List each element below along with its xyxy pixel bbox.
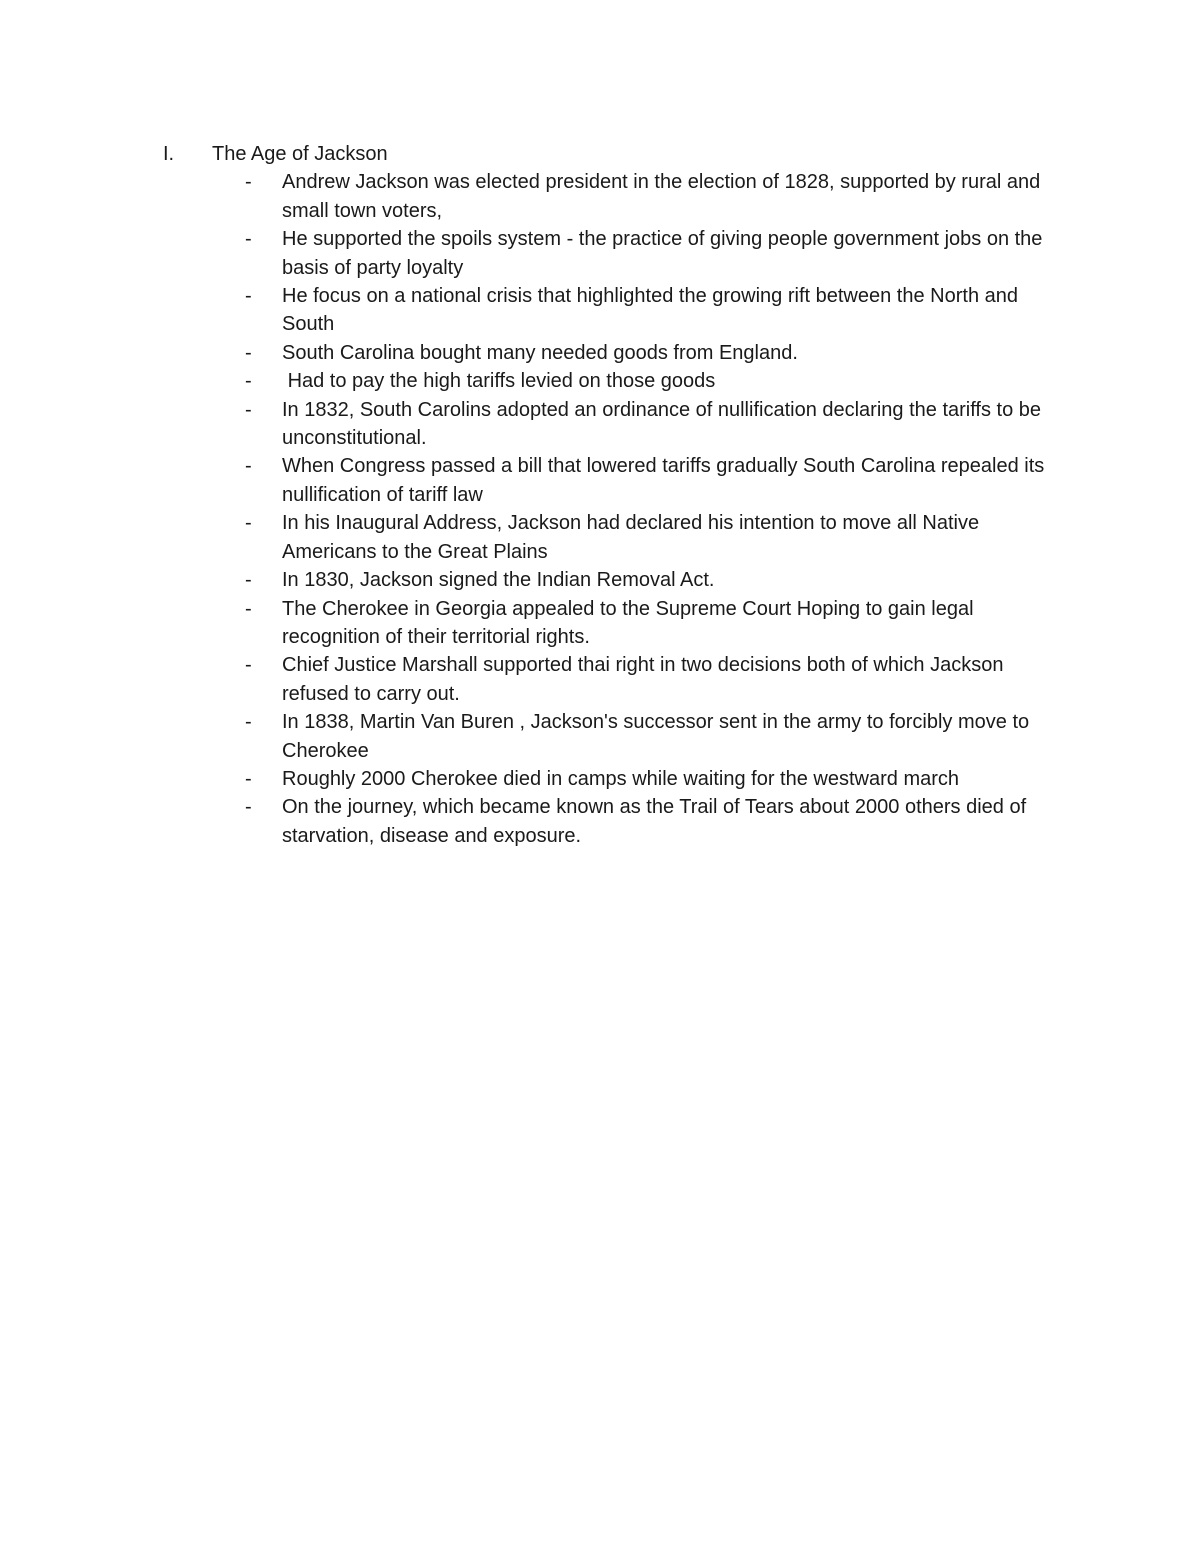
- section-numeral: I.: [163, 143, 175, 165]
- bullet-text: In his Inaugural Address, Jackson had declared his intention to move all Native Americans to the Great Plains: [282, 512, 984, 563]
- bullet-text: When Congress passed a bill that lowered tariffs gradually South Carolina repealed its nullification of tariff law: [282, 455, 1050, 506]
- bullet-item: [245, 396, 1083, 453]
- bullet-text: Andrew Jackson was elected president in the election of 1828, supported by rural and small town voters,: [282, 171, 1046, 222]
- dash-marker: -: [245, 171, 252, 194]
- bullet-item: [245, 708, 1083, 765]
- dash-marker: -: [245, 285, 252, 308]
- bullet-item: [245, 339, 1083, 367]
- bullet-item: [245, 566, 1083, 594]
- dash-marker: -: [245, 455, 252, 478]
- bullet-item: [245, 595, 1083, 652]
- bullet-item: [245, 793, 1083, 850]
- bullet-text: The Cherokee in Georgia appealed to the Supreme Court Hoping to gain legal recognition of their territorial rights.: [282, 597, 980, 648]
- bullet-text: Roughly 2000 Cherokee died in camps while waiting for the westward march: [282, 767, 960, 790]
- dash-marker: -: [245, 370, 252, 393]
- dash-marker: -: [245, 767, 252, 790]
- bullet-text: South Carolina bought many needed goods from England.: [282, 341, 798, 364]
- dash-marker: -: [245, 796, 252, 819]
- bullet-item: [245, 168, 1083, 225]
- bullet-text: In 1838, Martin Van Buren , Jackson's successor sent in the army to forcibly move to Cherokee: [282, 711, 1035, 762]
- dash-marker: -: [245, 711, 252, 734]
- bullet-item: [245, 452, 1083, 509]
- bullet-item: [245, 765, 1083, 793]
- dash-marker: -: [245, 597, 252, 620]
- dash-marker: -: [245, 654, 252, 677]
- bullet-item: [245, 282, 1083, 339]
- dash-marker: -: [245, 341, 252, 364]
- section-heading-row: [163, 140, 1083, 168]
- bullet-item: [245, 225, 1083, 282]
- bullet-text: He supported the spoils system - the practice of giving people government jobs on the basis of party loyalty: [282, 228, 1048, 279]
- bullet-text: Had to pay the high tariffs levied on those goods: [282, 370, 716, 393]
- bullet-text: In 1830, Jackson signed the Indian Removal Act.: [282, 569, 715, 592]
- bullet-item: [245, 509, 1083, 566]
- bullet-text: In 1832, South Carolins adopted an ordinance of nullification declaring the tariffs to be unconstitutional.: [282, 398, 1047, 450]
- dash-marker: -: [245, 512, 252, 535]
- bullet-item: [245, 367, 1083, 395]
- bullet-item: [245, 651, 1083, 708]
- bullet-text: He focus on a national crisis that highlighted the growing rift between the North and South: [282, 285, 1024, 336]
- dash-marker: -: [245, 398, 252, 421]
- dash-marker: -: [245, 228, 252, 251]
- outline-section: [163, 140, 1083, 850]
- bullet-text: Chief Justice Marshall supported thai right in two decisions both of which Jackson refused to carry out.: [282, 654, 1010, 705]
- bullet-list: [163, 168, 1083, 850]
- bullet-text: On the journey, which became known as the Trail of Tears about 2000 others died of starvation, disease and exposure.: [282, 796, 1032, 847]
- dash-marker: -: [245, 569, 252, 592]
- section-heading: The Age of Jackson: [212, 143, 388, 165]
